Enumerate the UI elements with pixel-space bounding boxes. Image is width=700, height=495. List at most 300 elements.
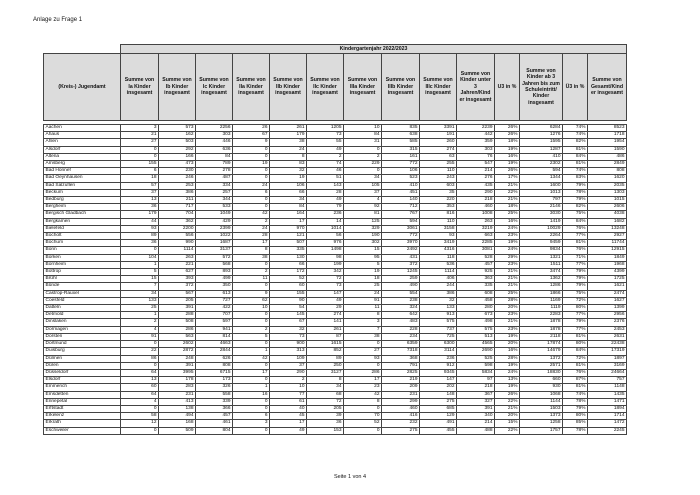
value-cell: 1049	[196, 211, 233, 218]
value-cell: 81%	[563, 146, 588, 153]
value-cell: 19%	[495, 362, 520, 369]
value-cell: 78%	[563, 189, 588, 196]
value-cell: 435	[457, 182, 495, 189]
value-cell: 263	[159, 254, 196, 261]
value-cell: 133	[121, 297, 159, 304]
value-cell: 51	[307, 175, 344, 182]
value-cell: 84	[270, 204, 307, 211]
value-cell: 11	[233, 276, 270, 283]
value-cell: 23%	[495, 233, 520, 240]
value-cell: 76%	[563, 247, 588, 254]
jugendamt-name-cell: Bünde	[44, 283, 121, 290]
value-cell: 2245	[588, 427, 627, 434]
value-cell: 63	[420, 153, 457, 160]
value-cell: 563	[159, 333, 196, 340]
column-header: Summe von Ia Kinder insgesamt	[121, 54, 159, 121]
value-cell: 221	[159, 261, 196, 268]
value-cell: 25	[344, 283, 382, 290]
value-cell: 71%	[563, 254, 588, 261]
value-cell: 104	[121, 254, 159, 261]
value-cell: 20%	[495, 305, 520, 312]
value-cell: 941	[196, 326, 233, 333]
value-cell: 162	[159, 132, 196, 139]
value-cell: 334	[196, 182, 233, 189]
value-cell: 597	[196, 319, 233, 326]
jugendamt-name-cell: Emmerich	[44, 384, 121, 391]
table-row	[44, 355, 627, 362]
value-cell: 1627	[588, 297, 627, 304]
value-cell: 302	[344, 240, 382, 247]
jugendamt-name-cell: Dortmund	[44, 341, 121, 348]
jugendamt-name-cell: Aachen	[44, 125, 121, 132]
value-cell: 393	[159, 276, 196, 283]
value-cell: 1472	[588, 420, 627, 427]
value-cell: 451	[382, 189, 420, 196]
value-cell: 335	[270, 247, 307, 254]
super-header: Kindergartenjahr 2022/2023	[121, 45, 627, 54]
table-row	[44, 132, 627, 139]
value-cell: 10	[344, 125, 382, 132]
value-cell: 4399	[588, 269, 627, 276]
value-cell: 14679	[520, 348, 563, 355]
page-footer: Seite 1 von 4	[333, 474, 367, 480]
value-cell: 13	[121, 377, 159, 384]
value-cell: 24664	[588, 369, 627, 376]
value-cell: 303	[196, 132, 233, 139]
value-cell: 8	[270, 153, 307, 160]
value-cell: 26%	[495, 132, 520, 139]
column-header: Summe von Ib Kinder insgesamt	[159, 54, 196, 121]
value-cell: 66	[270, 261, 307, 268]
value-cell: 8523	[588, 125, 627, 132]
value-cell: 263	[457, 218, 495, 225]
value-cell: 594	[382, 218, 420, 225]
value-cell: 791	[382, 362, 420, 369]
value-cell: 78%	[563, 427, 588, 434]
value-cell: 3970	[382, 240, 420, 247]
value-cell: 15	[121, 276, 159, 283]
value-cell: 13248	[588, 225, 627, 232]
table-row	[44, 125, 627, 132]
value-cell: 74	[307, 161, 344, 168]
value-cell: 457	[196, 413, 233, 420]
value-cell: 32	[420, 297, 457, 304]
value-cell: 133	[420, 305, 457, 312]
table-body	[44, 121, 627, 435]
column-header-row	[44, 54, 627, 121]
value-cell: 79%	[563, 405, 588, 412]
value-cell: 2035	[588, 182, 627, 189]
table-row	[44, 427, 627, 434]
value-cell: 0	[121, 362, 159, 369]
value-cell: 808	[196, 362, 233, 369]
value-cell: 274	[307, 312, 344, 319]
value-cell: 18830	[520, 369, 563, 376]
value-cell: 220	[420, 197, 457, 204]
value-cell: 673	[457, 312, 495, 319]
value-cell: 359	[457, 139, 495, 146]
value-cell: 498	[457, 319, 495, 326]
value-cell: 4316	[420, 247, 457, 254]
jugendamt-name-cell: Bad Salzuflen	[44, 182, 121, 189]
value-cell: 24	[344, 290, 382, 297]
value-cell: 13%	[495, 377, 520, 384]
value-cell: 0	[233, 341, 270, 348]
value-cell: 84	[344, 132, 382, 139]
jugendamt-name-cell: Bergisch Gladbach	[44, 211, 121, 218]
table-row	[44, 211, 627, 218]
value-cell: 6	[121, 168, 159, 175]
value-cell: 292	[159, 146, 196, 153]
value-cell: 77%	[563, 312, 588, 319]
value-cell: 87	[307, 333, 344, 340]
value-cell: 45	[270, 413, 307, 420]
value-cell: 2927	[588, 233, 627, 240]
table-row	[44, 204, 627, 211]
jugendamt-name-cell: Dinslaken	[44, 319, 121, 326]
value-cell: 313	[270, 348, 307, 355]
value-cell: 261	[270, 125, 307, 132]
value-cell: 1013	[520, 189, 563, 196]
value-cell: 21%	[495, 197, 520, 204]
value-cell: 68	[307, 391, 344, 398]
value-cell: 1015	[588, 197, 627, 204]
value-cell: 6284	[520, 125, 563, 132]
table-row	[44, 312, 627, 319]
value-cell: 1621	[588, 283, 627, 290]
value-cell: 205	[159, 297, 196, 304]
value-cell: 173	[196, 377, 233, 384]
value-cell: 494	[159, 413, 196, 420]
value-cell: 613	[196, 290, 233, 297]
value-cell: 76%	[563, 369, 588, 376]
value-cell: 77%	[563, 326, 588, 333]
value-cell: 2	[233, 269, 270, 276]
value-cell: 0	[233, 153, 270, 160]
value-cell: 34	[121, 290, 159, 297]
value-cell: 17319	[588, 348, 627, 355]
value-cell: 36	[307, 420, 344, 427]
value-cell: 44	[121, 218, 159, 225]
value-cell: 431	[382, 254, 420, 261]
value-cell: 461	[196, 420, 233, 427]
value-cell: 1169	[520, 297, 563, 304]
value-cell: 2376	[588, 319, 627, 326]
value-cell: 4	[121, 326, 159, 333]
jugendamt-name-cell: Bochum	[44, 240, 121, 247]
value-cell: 16	[233, 391, 270, 398]
value-cell: 202	[420, 384, 457, 391]
value-cell: 80%	[563, 341, 588, 348]
jugendamt-name-cell: Ennepetal	[44, 398, 121, 405]
table-row	[44, 384, 627, 391]
value-cell: 460	[382, 405, 420, 412]
value-cell: 1008	[457, 211, 495, 218]
value-cell: 17	[270, 420, 307, 427]
value-cell: 9	[233, 139, 270, 146]
value-cell: 84	[196, 153, 233, 160]
value-cell: 0	[344, 341, 382, 348]
value-cell: 930	[520, 384, 563, 391]
jugendamt-name-cell: Dülmen	[44, 355, 121, 362]
value-cell: 0	[233, 204, 270, 211]
value-cell: 27	[121, 139, 159, 146]
value-cell: 21	[121, 132, 159, 139]
value-cell: 455	[420, 427, 457, 434]
value-cell: 416	[382, 413, 420, 420]
value-cell: 363	[457, 276, 495, 283]
value-cell: 230	[159, 168, 196, 175]
value-cell: 172	[270, 269, 307, 276]
value-cell: 199	[307, 261, 344, 268]
value-cell: 62	[233, 297, 270, 304]
value-cell: 3	[344, 319, 382, 326]
table-row	[44, 161, 627, 168]
value-cell: 22438	[588, 341, 627, 348]
value-cell: 145	[270, 312, 307, 319]
value-cell: 2	[233, 218, 270, 225]
value-cell: 707	[196, 312, 233, 319]
value-cell: 575	[420, 319, 457, 326]
value-cell: 2264	[520, 233, 563, 240]
value-cell: 129	[420, 413, 457, 420]
table-row	[44, 377, 627, 384]
value-cell: 1287	[520, 146, 563, 153]
value-cell: 797	[520, 197, 563, 204]
value-cell: 1068	[520, 391, 563, 398]
jugendamt-name-cell: Erkelenz	[44, 413, 121, 420]
value-cell: 912	[420, 362, 457, 369]
value-cell: 79%	[563, 319, 588, 326]
value-cell: 852	[307, 348, 344, 355]
value-cell: 556	[159, 233, 196, 240]
value-cell: 38	[270, 139, 307, 146]
table-row	[44, 369, 627, 376]
value-cell: 23	[344, 384, 382, 391]
table-row	[44, 290, 627, 297]
value-cell: 84%	[563, 348, 588, 355]
jugendamt-name-cell: Bonn	[44, 247, 121, 254]
value-cell: 1757	[520, 427, 563, 434]
value-cell: 1372	[520, 355, 563, 362]
value-cell: 0	[233, 405, 270, 412]
value-cell: 20%	[495, 341, 520, 348]
column-header: Ü3 in %	[563, 54, 588, 121]
jugendamt-name-cell: Ahlen	[44, 139, 121, 146]
value-cell: 36	[121, 240, 159, 247]
value-cell: 1399	[588, 305, 627, 312]
value-cell: 81	[344, 211, 382, 218]
value-cell: 344	[196, 197, 233, 204]
column-header: Summe von Gesamt/Kind er insgesamt	[588, 54, 627, 121]
value-cell: 93	[344, 355, 382, 362]
table-row	[44, 168, 627, 175]
value-cell: 11	[344, 305, 382, 312]
value-cell: 80%	[563, 305, 588, 312]
value-cell: 2239	[457, 125, 495, 132]
value-cell: 24%	[495, 247, 520, 254]
value-cell: 568	[196, 261, 233, 268]
jugendamt-name-cell: Emsdetten	[44, 391, 121, 398]
value-cell: 3474	[520, 269, 563, 276]
table-row	[44, 247, 627, 254]
value-cell: 1620	[588, 175, 627, 182]
table-row	[44, 391, 627, 398]
value-cell: 990	[159, 240, 196, 247]
value-cell: 274	[420, 146, 457, 153]
value-cell: 585	[382, 139, 420, 146]
table-row	[44, 261, 627, 268]
value-cell: 140	[382, 197, 420, 204]
value-cell: 1205	[307, 125, 344, 132]
value-cell: 79%	[563, 197, 588, 204]
column-header: Summe von IIa Kinder insgesamt	[233, 54, 270, 121]
value-cell: 406	[420, 276, 457, 283]
value-cell: 98	[307, 254, 344, 261]
value-cell: 147	[307, 290, 344, 297]
value-cell: 6300	[420, 341, 457, 348]
header-blank	[44, 45, 121, 54]
value-cell: 19%	[495, 240, 520, 247]
value-cell: 488	[457, 427, 495, 434]
value-cell: 12	[121, 420, 159, 427]
value-cell: 970	[270, 225, 307, 232]
value-cell: 1373	[520, 413, 563, 420]
table-row	[44, 362, 627, 369]
value-cell: 49	[270, 427, 307, 434]
value-cell: 72	[307, 276, 344, 283]
table-row	[44, 233, 627, 240]
column-header-jugendamt: (Kreis-) Jugendamt	[44, 54, 121, 121]
value-cell: 0	[233, 377, 270, 384]
value-cell: 82%	[563, 139, 588, 146]
column-header: U3 in %	[495, 54, 520, 121]
value-cell: 36	[121, 204, 159, 211]
value-cell: 85%	[563, 420, 588, 427]
column-header: Summe von Kinder unter 3 Jahren/Kind er insgesamt	[457, 54, 495, 121]
value-cell: 490	[382, 283, 420, 290]
value-cell: 1897	[588, 355, 627, 362]
value-cell: 74%	[563, 132, 588, 139]
value-cell: 0	[233, 261, 270, 268]
value-cell: 2606	[588, 204, 627, 211]
value-cell: 72%	[563, 355, 588, 362]
jugendamt-name-cell: Ahaus	[44, 132, 121, 139]
jugendamt-name-cell: Bottrop	[44, 269, 121, 276]
value-cell: 79%	[563, 269, 588, 276]
value-cell: 642	[382, 312, 420, 319]
value-cell: 6	[233, 413, 270, 420]
table-row	[44, 297, 627, 304]
value-cell: 9	[233, 290, 270, 297]
value-cell: 2	[307, 153, 344, 160]
value-cell: 81%	[563, 161, 588, 168]
value-cell: 73	[270, 333, 307, 340]
value-cell: 25	[121, 305, 159, 312]
value-cell: 17	[233, 369, 270, 376]
value-cell: 28%	[495, 297, 520, 304]
value-cell: 525	[457, 355, 495, 362]
value-cell: 64	[121, 391, 159, 398]
value-cell: 17	[233, 240, 270, 247]
value-cell: 288	[159, 312, 196, 319]
value-cell: 89	[121, 233, 159, 240]
value-cell: 17%	[495, 175, 520, 182]
value-cell: 1022	[196, 233, 233, 240]
table-row	[44, 326, 627, 333]
value-cell: 0	[121, 247, 159, 254]
value-cell: 0	[344, 168, 382, 175]
value-cell: 2849	[588, 161, 627, 168]
value-cell: 231	[382, 391, 420, 398]
value-cell: 29%	[495, 254, 520, 261]
value-cell: 9345	[420, 369, 457, 376]
value-cell: 110	[420, 168, 457, 175]
value-cell: 626	[196, 355, 233, 362]
value-cell: 155	[121, 161, 159, 168]
value-cell: 0	[344, 405, 382, 412]
value-cell: 20%	[495, 413, 520, 420]
jugendamt-name-cell: Düren	[44, 362, 121, 369]
value-cell: 1687	[196, 240, 233, 247]
jugendamt-name-cell: Bad Honnef	[44, 168, 121, 175]
jugendamt-name-cell: Bielefeld	[44, 225, 121, 232]
value-cell: 925	[457, 269, 495, 276]
table-row	[44, 341, 627, 348]
value-cell: 209	[382, 384, 420, 391]
value-cell: 90	[270, 297, 307, 304]
value-cell: 16%	[495, 153, 520, 160]
value-cell: 1258	[520, 420, 563, 427]
value-cell: 234	[382, 333, 420, 340]
value-cell: 130	[270, 254, 307, 261]
value-cell: 10	[270, 384, 307, 391]
value-cell: 0	[233, 312, 270, 319]
jugendamt-name-cell: Erkrath	[44, 420, 121, 427]
value-cell: 28	[307, 189, 344, 196]
value-cell: 391	[159, 305, 196, 312]
value-cell: 1362	[520, 276, 563, 283]
value-cell: 179	[270, 132, 307, 139]
value-cell: 56	[307, 233, 344, 240]
value-cell: 9834	[520, 247, 563, 254]
value-cell: 391	[457, 405, 495, 412]
value-cell: 260	[420, 139, 457, 146]
value-cell: 342	[307, 269, 344, 276]
value-cell: 0	[233, 319, 270, 326]
jugendamt-name-cell: Bad Oeynhausen	[44, 175, 121, 182]
value-cell: 0	[233, 197, 270, 204]
value-cell: 74%	[563, 168, 588, 175]
column-header: Summe von Ic Kinder insgesamt	[196, 54, 233, 121]
value-cell: 54	[270, 305, 307, 312]
value-cell: 236	[420, 355, 457, 362]
jugendamt-name-cell: Detmold	[44, 312, 121, 319]
value-cell: 386	[420, 290, 457, 297]
value-cell: 1	[233, 348, 270, 355]
value-cell: 340	[457, 413, 495, 420]
value-cell: 286	[159, 326, 196, 333]
value-cell: 286	[344, 369, 382, 376]
column-header: Summe von IIIa Kinder insgesamt	[344, 54, 382, 121]
value-cell: 34	[307, 384, 344, 391]
value-cell: 81%	[563, 384, 588, 391]
value-cell: 814	[196, 333, 233, 340]
table-row	[44, 146, 627, 153]
value-cell: 413	[159, 398, 196, 405]
value-cell: 554	[382, 290, 420, 297]
value-cell: 17	[270, 218, 307, 225]
